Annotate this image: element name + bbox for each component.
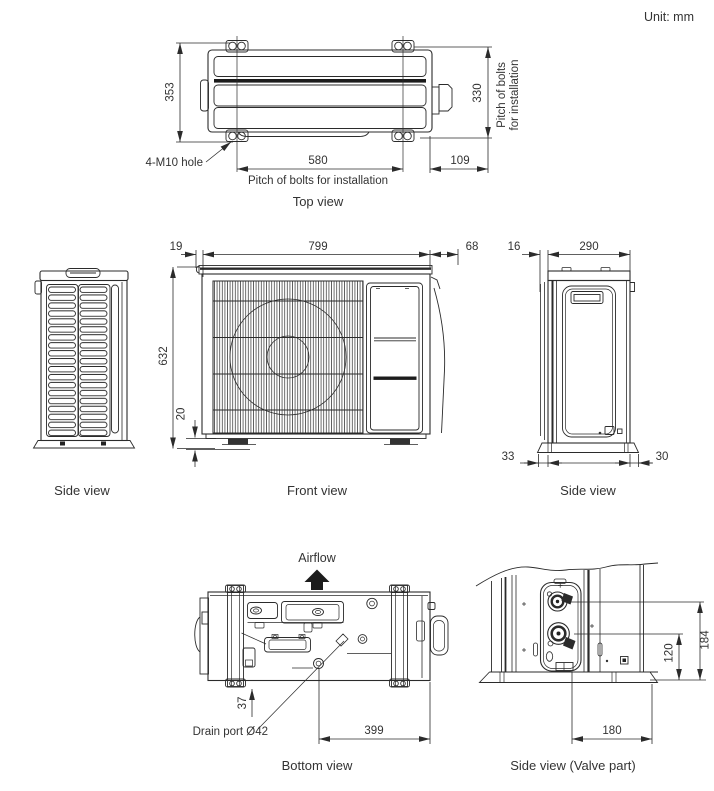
view-title-bottom: Bottom view [281,758,353,773]
dim-353: 353 [164,82,177,102]
valve-view-dimensions [570,602,706,744]
door-panel [563,286,616,437]
top-cap [548,271,630,281]
dim-19: 19 [169,241,183,253]
bolt-holes [358,598,377,643]
pipe-clip [336,634,348,646]
front-base [202,434,430,445]
view-title-side-left: Side view [54,483,110,498]
valve-lower [548,623,576,650]
top-cap [40,271,128,281]
base-slots [248,602,344,633]
hole-label: 4-M10 hole [145,157,203,169]
airflow-arrow-icon [305,570,330,591]
unit-label: Unit: mm [644,10,694,24]
dim-37: 37 [237,696,249,710]
pitch-right-label-1: Pitch of bolts [496,62,508,128]
valve-upper [547,592,573,611]
bottom-view-texts [193,551,384,773]
dim-120: 120 [663,643,676,663]
dim-16: 16 [507,241,521,253]
handle [66,269,100,278]
mounting-rail-right [390,585,410,687]
side-view-right [520,250,653,467]
side-right-texts [502,241,669,498]
dim-68: 68 [465,241,479,253]
pipe-cover [432,85,452,115]
bottom-view [192,570,448,745]
dim-33: 33 [501,451,515,463]
dim-399: 399 [364,725,384,737]
bolt-tabs [226,41,414,142]
panel-edges [492,565,644,672]
top-view-unit-body [201,50,453,137]
left-handle [201,80,209,111]
drain-leader-line [258,641,344,729]
side-body [548,281,630,444]
drain-port-label: Drain port Ø42 [192,726,268,738]
corner-post [112,285,119,433]
dim-580: 580 [308,155,328,167]
view-title-valve: Side view (Valve part) [510,758,636,773]
dim-330: 330 [472,83,484,103]
louver-grille [47,285,111,437]
dim-632: 632 [158,346,170,366]
top-plate [196,266,432,275]
handle-recess [571,292,603,304]
fan-grille [213,281,363,433]
center-slot [265,635,311,653]
dim-184: 184 [699,630,712,650]
pitch-bottom-label: Pitch of bolts for installation [248,175,388,187]
top-hook [630,283,635,292]
bottom-body [208,592,430,681]
grommet [546,652,552,662]
hole-leader-line [206,142,231,162]
view-title-front: Front view [287,483,347,498]
front-view [173,249,458,467]
view-title-side-right: Side view [560,483,616,498]
bottom-fitting [599,427,622,435]
view-title-top: Top view [292,194,344,209]
dim-290: 290 [579,241,599,253]
foot-right [390,439,410,445]
left-clip [243,648,255,667]
pitch-right-label-2: for installation [509,59,521,131]
top-view [176,36,492,173]
side-view-left [34,269,135,449]
pipe-terminal [556,663,573,671]
service-socket [606,657,628,665]
mounting-rail-left [226,585,246,687]
airflow-label: Airflow [298,551,336,565]
foot-left [228,439,248,445]
dim-30: 30 [655,451,669,463]
base [538,443,639,453]
dim-109: 109 [450,155,470,167]
service-panel [367,283,423,433]
base [34,441,135,449]
dim-799: 799 [308,241,328,253]
dim-180: 180 [602,725,622,737]
right-corner [431,277,445,433]
right-connector [428,603,448,656]
left-attachment [195,598,209,674]
base [480,672,659,683]
dim-20: 20 [175,407,188,421]
